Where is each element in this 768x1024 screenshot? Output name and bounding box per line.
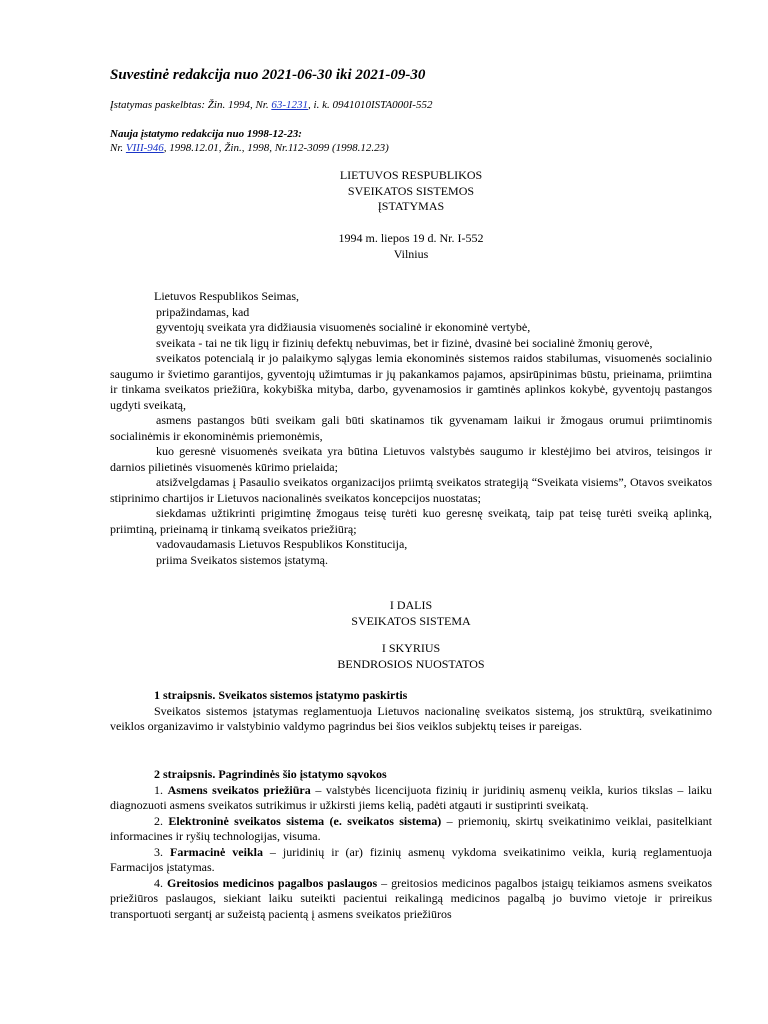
publication-prefix: Įstatymas paskelbtas: Žin. 1994, Nr. [110, 99, 272, 111]
definition-number: 2. [154, 813, 169, 828]
article-1-text: Sveikatos sistemos įstatymas reglamentuoja Lietuvos nacionalinę sveikatos sistemą, jos struktūrą, sveikatinimo veiklos organizavimo ir valstybinio valdymo pagrindus bei šios veiklos subjektų teises ir pareigas. [110, 703, 712, 733]
definition-text: – greitosios medicinos pagalbos įstaigų teikiamos asmens sveikatos priežiūros paslaugos, siekiant laiku suteikti pacientui reikalingą medicinos pagalbą jo buvimo vietoje ir prireikus transportuoti sergantį ar sužeistą pacientą į asmens sveikatos priežiūros [110, 875, 713, 921]
part-name: SVEIKATOS SISTEMA [351, 613, 471, 628]
definition-item [110, 845, 712, 876]
preamble-paragraph: priima Sveikatos sistemos įstatymą. [156, 552, 328, 567]
preamble-paragraph: gyventojų sveikata yra didžiausia visuomenės socialinė ir ekonominė vertybė, [156, 320, 531, 334]
definition-term: Farmacinė veikla [169, 844, 263, 859]
consolidated-version-title: Suvestinė redakcija nuo 2021-06-30 iki 2021-09-30 [110, 67, 426, 83]
new-version-heading: Nauja įstatymo redakcija nuo 1998-12-23: [110, 128, 302, 140]
definition-number: 1. [154, 782, 168, 797]
new-version-prefix: Nr. [110, 142, 126, 154]
law-title-line3: ĮSTATYMAS [377, 199, 445, 213]
definition-item [110, 876, 712, 923]
preamble-paragraph: vadovaudamasis Lietuvos Respublikos Konstitucija, [156, 537, 408, 551]
article-1 [110, 688, 712, 735]
definition-term: Elektroninė sveikatos sistema (e. sveikatos sistema) [168, 813, 442, 828]
new-version-link[interactable]: VIII-946 [125, 142, 164, 154]
preamble-paragraph: atsižvelgdamas į Pasaulio sveikatos organizacijos priimtą sveikatos strategiją “Sveikata visiems”, Otavos sveikatos stiprinimo chartijos ir Lietuvos nacionalinės sveikatos koncepcijos nuostatas; [110, 475, 712, 505]
publication-suffix: , i. k. 0941010ISTA000I-552 [308, 99, 433, 111]
law-date-block [110, 231, 712, 262]
definition-item [110, 783, 712, 814]
definition-text: – valstybės licencijuota fizinių ir juridinių asmenų veikla, kurios tikslas – laiku diagnozuoti asmens sveikatos sutrikimus ir užkirsti jiems kelią, padėti atgauti ir sustiprinti sveikatą. [110, 782, 713, 812]
preamble-paragraph: sveikatos potencialą ir jo palaikymo sąlygas lemia ekonominės sistemos raidos stabilumas, visuomenės socialinio saugumo ir švietimo garantijos, gyventojų užimtumas ir jų pakankamos pajamos, apsirūpinimas būstu, prieinama, priimtina ir tinkama sveikatos priežiūra, kokybiška mityba, darbo, gyvenamosios ir gamtinės aplinkos kokybė, gyventojų pastangos ugdyti sveikatą, [110, 351, 712, 412]
definition-item [110, 814, 712, 845]
chapter-heading [110, 641, 712, 672]
publication-info [110, 98, 712, 114]
chapter-label: I SKYRIUS [381, 641, 441, 655]
preamble [110, 289, 712, 568]
article-2-title: 2 straipsnis. Pagrindinės šio įstatymo sąvokos [154, 767, 387, 781]
definition-term: Asmens sveikatos priežiūra [167, 782, 311, 797]
part-heading [110, 598, 712, 629]
publication-link[interactable]: 63-1231 [271, 99, 309, 111]
definition-text: – juridinių ir (ar) fizinių asmenų vykdoma sveikatinimo veikla, kurią reglamentuoja Farmacijos įstatymas. [110, 844, 712, 874]
article-1-title: 1 straipsnis. Sveikatos sistemos įstatymo paskirtis [154, 688, 408, 702]
law-date: 1994 m. liepos 19 d. Nr. I-552 [338, 231, 484, 245]
preamble-paragraph: siekdamas užtikrinti prigimtinę žmogaus teisę turėti kuo geresnę sveikatą, taip pat teisę turėti sveiką aplinką, priimtiną, prieinamą ir tinkamą sveikatos priežiūrą; [110, 506, 712, 536]
law-title-line1: LIETUVOS RESPUBLIKOS [339, 168, 483, 182]
law-title [110, 168, 712, 215]
preamble-paragraph: Lietuvos Respublikos Seimas, [154, 289, 299, 303]
new-version-suffix: , 1998.12.01, Žin., 1998, Nr.112-3099 (1998.12.23) [163, 142, 389, 154]
chapter-name: BENDROSIOS NUOSTATOS [337, 656, 485, 671]
preamble-paragraph: pripažindamas, kad [156, 304, 250, 319]
definition-number: 4. [154, 875, 167, 890]
definition-text: – priemonių, skirtų sveikatinimo veiklai, pasitelkiant informacines ir ryšių technologijas, visuma. [110, 813, 713, 843]
definition-number: 3. [154, 844, 170, 859]
preamble-paragraph: sveikata - tai ne tik ligų ir fizinių defektų nebuvimas, bet ir fizinė, dvasinė bei socialinė žmonių gerovė, [156, 335, 653, 350]
law-place: Vilnius [393, 246, 429, 261]
preamble-paragraph: asmens pastangos būti sveikam gali būti skatinamos tik gyvenamam laikui ir žmogaus orumui priimtinomis socialinėmis ir ekonominėmis priemonėmis, [110, 413, 712, 443]
new-version-info [110, 141, 712, 157]
law-title-line2: SVEIKATOS SISTEMOS [347, 183, 475, 198]
preamble-paragraph: kuo geresnė visuomenės sveikata yra būtina Lietuvos valstybės saugumo ir klestėjimo bei atviros, teisingos ir darnios pilietinės visuomenės kūrimo prielaida; [110, 444, 712, 474]
part-label: I DALIS [389, 598, 433, 612]
definition-term: Greitosios medicinos pagalbos paslaugos [166, 875, 378, 890]
article-2 [110, 767, 712, 922]
